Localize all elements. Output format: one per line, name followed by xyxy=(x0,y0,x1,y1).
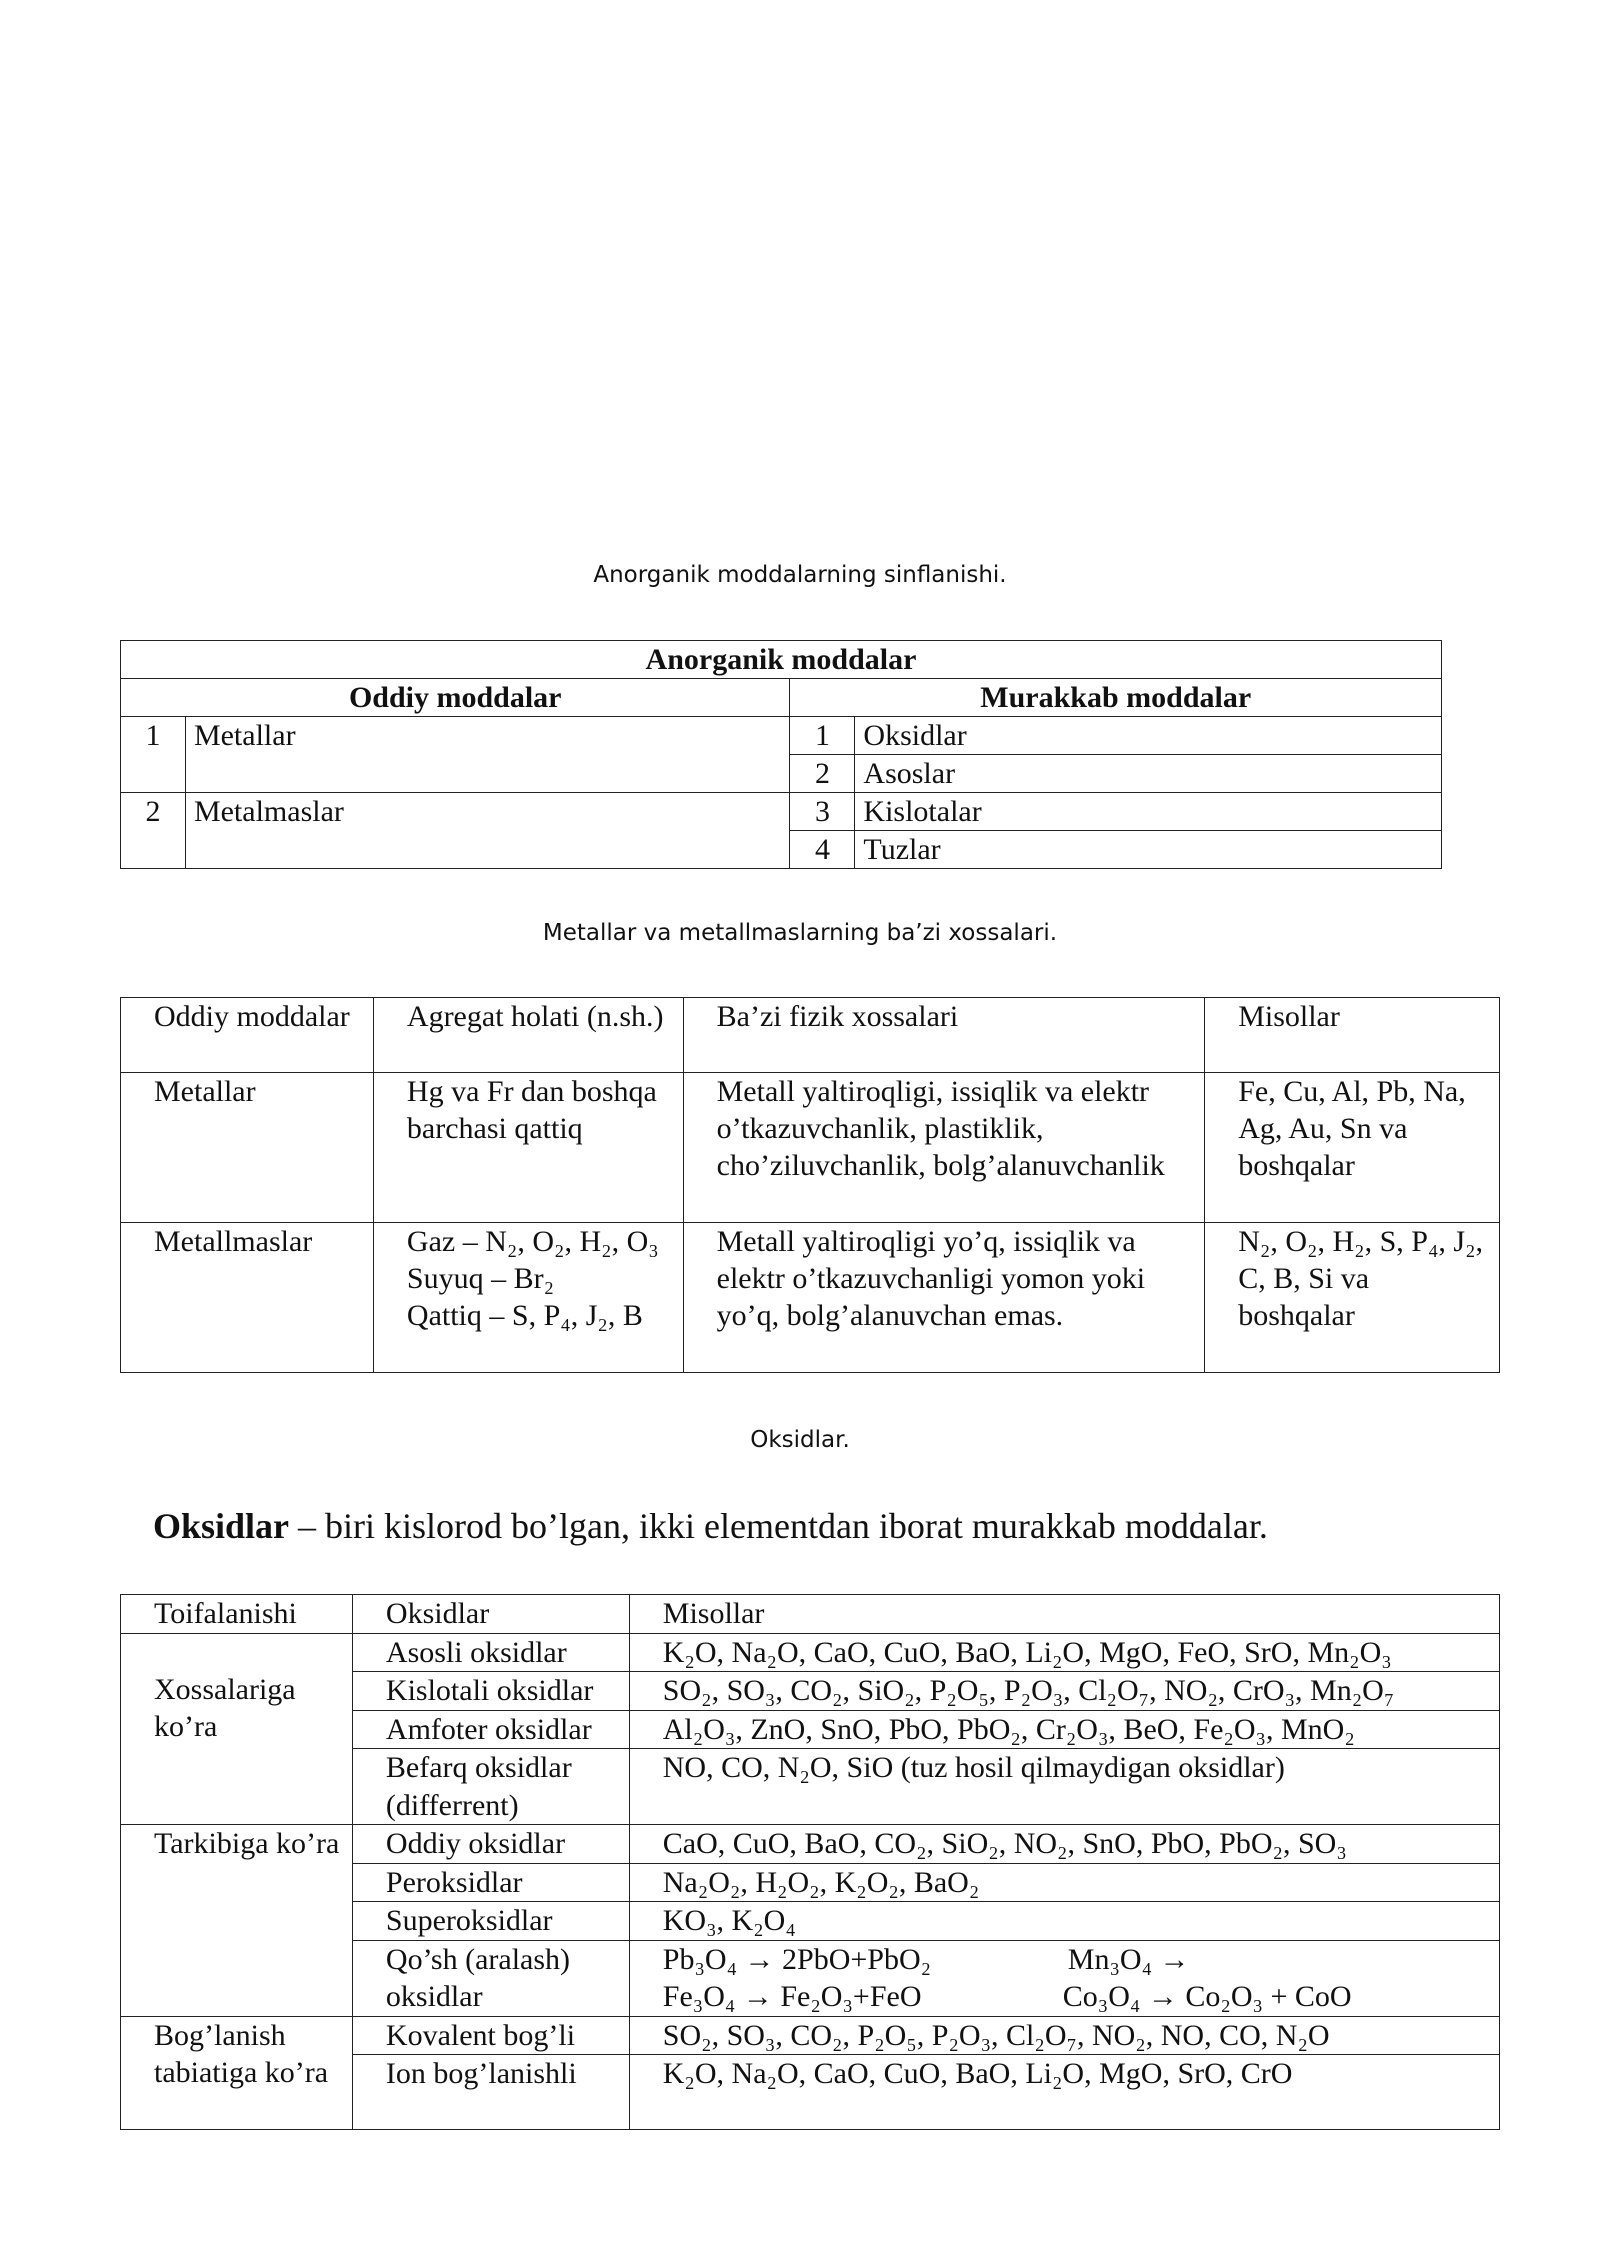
classification-table xyxy=(120,640,1442,869)
caption-oxides: Oksidlar. xyxy=(750,1427,850,1453)
caption-classification: Anorganik moddalarning sinflanishi. xyxy=(593,562,1007,588)
reaction-line xyxy=(663,1978,1495,2016)
oxide-examples: KO₃, K₂O₄ xyxy=(629,1902,1499,1941)
header-cell: Oddiy moddalar xyxy=(121,998,374,1073)
category-cell: Xossalariga ko’ra xyxy=(121,1633,353,1825)
header-cell: Misollar xyxy=(629,1595,1499,1634)
reaction: Co₃O₄ → Co₂O₃ + CoO xyxy=(1062,1980,1352,2013)
oxide-type: Superoksidlar xyxy=(352,1902,629,1941)
category-cell: Bog’lanish tabiatiga ko’ra xyxy=(121,2016,353,2130)
row-state: Hg va Fr dan boshqa barchasi qattiq xyxy=(373,1073,683,1223)
oxide-type: Asosli oksidlar xyxy=(352,1633,629,1672)
right-item-number: 1 xyxy=(790,717,855,755)
properties-table xyxy=(120,997,1500,1373)
oxide-type: Kovalent bog’li xyxy=(352,2016,629,2055)
header-cell: Toifalanishi xyxy=(121,1595,353,1634)
row-examples: Fe, Cu, Al, Pb, Na, Ag, Au, Sn va boshqalar xyxy=(1205,1073,1500,1223)
category-cell: Tarkibiga ko’ra xyxy=(121,1825,353,2017)
right-item-label: Tuzlar xyxy=(855,831,1442,869)
oxide-examples: K₂O, Na₂O, CaO, CuO, BaO, Li₂O, MgO, FeO, SrO, Mn₂O₃ xyxy=(629,1633,1499,1672)
reaction: Pb₃O₄ → 2PbO+PbO₂ xyxy=(662,1942,932,1976)
oxide-examples: CaO, CuO, BaO, CO₂, SiO₂, NO₂, SnO, PbO, PbO₂, SO₃ xyxy=(629,1825,1499,1864)
right-item-number: 3 xyxy=(790,793,855,831)
oxide-examples: K₂O, Na₂O, CaO, CuO, BaO, Li₂O, MgO, SrO, CrO xyxy=(629,2055,1499,2130)
oxides-table xyxy=(120,1594,1500,2130)
state-line: Gaz – N₂, O₂, H₂, O₃ xyxy=(406,1225,659,1258)
reaction-line xyxy=(663,1941,1495,1979)
oxide-type: Befarq oksidlar (differrent) xyxy=(352,1749,629,1825)
oxide-examples: Al₂O₃, ZnO, SnO, PbO, PbO₂, Cr₂O₃, BeO, Fe₂O₃, MnO₂ xyxy=(629,1710,1499,1749)
left-item-number: 1 xyxy=(121,717,186,793)
state-line: Qattiq – S, P₄, J₂, B xyxy=(406,1299,643,1332)
table-title: Anorganik moddalar xyxy=(121,641,1442,679)
definition-text: – biri kislorod bo’lgan, ikki elementdan iborat murakkab moddalar. xyxy=(289,1506,1268,1546)
right-item-number: 2 xyxy=(790,755,855,793)
left-item-number: 2 xyxy=(121,793,186,869)
oxide-type: Kislotali oksidlar xyxy=(352,1672,629,1711)
reaction: Mn₃O₄ → xyxy=(1067,1942,1190,1976)
oxide-type: Qo’sh (aralash) oksidlar xyxy=(352,1940,629,2016)
row-props: Metall yaltiroqligi, issiqlik va elektr o’tkazuvchanlik, plastiklik, cho’ziluvchanlik, bolg’alanuvchanlik xyxy=(683,1073,1205,1223)
left-header: Oddiy moddalar xyxy=(121,679,790,717)
header-cell: Ba’zi fizik xossalari xyxy=(683,998,1205,1073)
row-examples: N₂, O₂, H₂, S, P₄, J₂, C, B, Si va boshqalar xyxy=(1205,1223,1500,1373)
oxide-examples xyxy=(629,1940,1499,2016)
left-item-label: Metallar xyxy=(185,717,790,793)
caption-properties: Metallar va metallmaslarning ba’zi xossalari. xyxy=(542,920,1058,946)
oxide-examples: SO₂, SO₃, CO₂, P₂O₅, P₂O₃, Cl₂O₇, NO₂, NO, CO, N₂O xyxy=(629,2016,1499,2055)
right-item-label: Oksidlar xyxy=(855,717,1442,755)
oxide-type: Peroksidlar xyxy=(352,1863,629,1902)
reaction: Fe₃O₄ → Fe₂O₃+FeO xyxy=(662,1980,922,2013)
row-state xyxy=(373,1223,683,1373)
state-line: Suyuq – Br₂ xyxy=(406,1262,555,1295)
row-props: Metall yaltiroqligi yo’q, issiqlik va elektr o’tkazuvchanligi yomon yoki yo’q, bolg’alanuvchan emas. xyxy=(683,1223,1205,1373)
oxide-examples: SO₂, SO₃, CO₂, SiO₂, P₂O₅, P₂O₃, Cl₂O₇, NO₂, CrO₃, Mn₂O₇ xyxy=(629,1672,1499,1711)
oxide-definition xyxy=(153,1505,1268,1547)
right-item-label: Asoslar xyxy=(855,755,1442,793)
left-item-label: Metalmaslar xyxy=(185,793,790,869)
oxide-type: Oddiy oksidlar xyxy=(352,1825,629,1864)
header-cell: Agregat holati (n.sh.) xyxy=(373,998,683,1073)
right-header: Murakkab moddalar xyxy=(790,679,1442,717)
row-name: Metallmaslar xyxy=(121,1223,374,1373)
oxide-type: Amfoter oksidlar xyxy=(352,1710,629,1749)
definition-term: Oksidlar xyxy=(153,1506,290,1546)
oxide-type: Ion bog’lanishli xyxy=(352,2055,629,2130)
right-item-label: Kislotalar xyxy=(855,793,1442,831)
oxide-examples: NO, CO, N₂O, SiO (tuz hosil qilmaydigan oksidlar) xyxy=(629,1749,1499,1825)
header-cell: Misollar xyxy=(1205,998,1500,1073)
header-cell: Oksidlar xyxy=(352,1595,629,1634)
right-item-number: 4 xyxy=(790,831,855,869)
oxide-examples: Na₂O₂, H₂O₂, K₂O₂, BaO₂ xyxy=(629,1863,1499,1902)
row-name: Metallar xyxy=(121,1073,374,1223)
